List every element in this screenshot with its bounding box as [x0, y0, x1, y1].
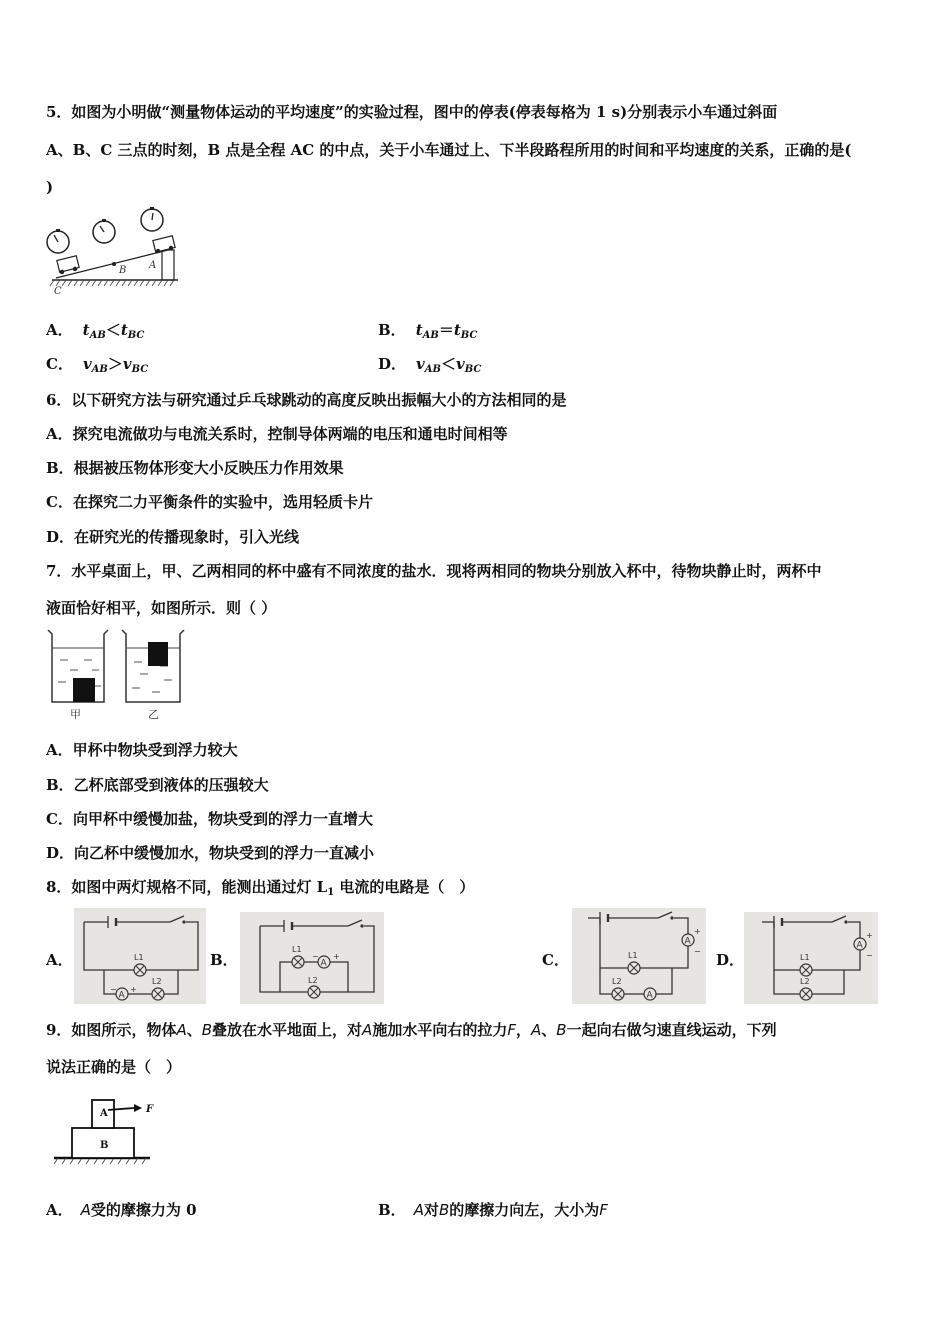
svg-text:−: − — [866, 951, 873, 960]
q9-stem-line2: 说法正确的是（ ） — [46, 1058, 182, 1076]
q8-circuit-c[interactable] — [572, 908, 706, 1004]
q9-option-b[interactable]: B． A对B的摩擦力向左，大小为F — [378, 1201, 608, 1219]
q7-option-c[interactable]: C．向甲杯中缓慢加盐，物块受到的浮力一直增大 — [46, 810, 373, 828]
q7-option-b[interactable]: B．乙杯底部受到液体的压强较大 — [46, 776, 269, 794]
q8-circuit-b[interactable] — [240, 912, 384, 1004]
q5-option-d[interactable]: D． $v_{AB}<v_{BC}$ — [378, 355, 482, 375]
svg-text:A: A — [118, 990, 125, 1001]
q9-option-a[interactable]: A． A受的摩擦力为 0 — [46, 1201, 197, 1219]
stopwatch-a-icon — [141, 207, 163, 231]
svg-text:A: A — [100, 1108, 108, 1119]
q8-option-d-label[interactable]: D． — [716, 951, 745, 969]
lamp-l1-icon — [134, 964, 146, 976]
car-bottom-icon — [57, 256, 79, 274]
svg-text:L1: L1 — [292, 945, 302, 954]
svg-text:L1: L1 — [628, 951, 638, 960]
q8-option-c-label[interactable]: C． — [542, 951, 569, 969]
q7-option-a[interactable]: A．甲杯中物块受到浮力较大 — [46, 741, 238, 759]
beaker-yi-icon — [122, 630, 184, 702]
svg-text:B: B — [100, 1140, 109, 1151]
svg-text:+: + — [866, 931, 873, 940]
q5-stem-line1: 5．如图为小明做“测量物体运动的平均速度”的实验过程，图中的停表(停表每格为 1 s)分别表示小车通过斜面 — [46, 103, 778, 121]
q6-option-c[interactable]: C．在探究二力平衡条件的实验中，选用轻质卡片 — [46, 493, 373, 511]
q5-incline-figure — [44, 204, 184, 296]
q7-stem-line1: 7．水平桌面上，甲、乙两相同的杯中盛有不同浓度的盐水．现将两相同的物块分别放入杯中，待物块静止时，两杯中 — [46, 562, 822, 580]
svg-text:L1: L1 — [800, 953, 810, 962]
svg-text:L1: L1 — [134, 953, 144, 962]
svg-text:−: − — [312, 952, 319, 961]
svg-text:L2: L2 — [612, 977, 622, 986]
svg-text:−: − — [694, 947, 701, 956]
svg-text:A: A — [320, 958, 327, 969]
force-arrow-icon — [134, 1104, 142, 1112]
svg-text:L2: L2 — [308, 976, 318, 985]
svg-text:A: A — [684, 936, 691, 947]
q8-circuit-d[interactable] — [744, 912, 878, 1004]
lamp-l2-icon — [152, 988, 164, 1000]
stopwatch-c-icon — [47, 229, 69, 253]
q5-stem-line3: ) — [46, 178, 54, 196]
q9-blocks-figure — [52, 1094, 164, 1168]
svg-text:A: A — [646, 990, 653, 1001]
q5-fig-label-c: C — [54, 286, 62, 296]
q9-stem-line1: 9．如图所示，物体A、B叠放在水平地面上，对A施加水平向右的拉力F，A、B一起向右做匀速直线运动，下列 — [46, 1021, 777, 1039]
ammeter-icon — [116, 988, 128, 1001]
q7-option-d[interactable]: D．向乙杯中缓慢加水，物块受到的浮力一直减小 — [46, 844, 375, 862]
q5-stem-line2: A、B、C 三点的时刻，B 点是全程 AC 的中点，关于小车通过上、下半段路程所用的时间和平均速度的关系，正确的是( — [46, 141, 852, 159]
q5-option-a[interactable]: A． $t_{AB}<t_{BC}$ — [46, 321, 145, 341]
q5-option-c[interactable]: C． $v_{AB}>v_{BC}$ — [46, 355, 149, 375]
svg-text:+: + — [694, 927, 701, 936]
q6-option-b[interactable]: B．根据被压物体形变大小反映压力作用效果 — [46, 459, 344, 477]
svg-text:−: − — [110, 985, 117, 994]
q5-option-b[interactable]: B． $t_{AB}=t_{BC}$ — [378, 321, 478, 341]
q8-circuit-a[interactable] — [74, 908, 206, 1004]
q7-beakers-figure — [44, 628, 194, 724]
q5-fig-label-a: A — [149, 260, 157, 271]
q6-stem: 6．以下研究方法与研究通过乒乓球跳动的高度反映出振幅大小的方法相同的是 — [46, 391, 567, 409]
q7-stem-line2: 液面恰好相平，如图所示．则（ ） — [46, 599, 277, 617]
svg-text:F: F — [146, 1104, 154, 1115]
q7-fig-label-jia: 甲 — [70, 708, 81, 721]
stopwatch-b-icon — [93, 219, 115, 243]
svg-text:+: + — [130, 985, 137, 994]
q7-fig-label-yi: 乙 — [148, 708, 159, 721]
q5-fig-label-b: B — [119, 265, 127, 276]
q6-option-a[interactable]: A．探究电流做功与电流关系时，控制导体两端的电压和通电时间相等 — [46, 425, 508, 443]
q8-stem: 8．如图中两灯规格不同，能测出通过灯 $L_1$ 电流的电路是（ ） — [46, 878, 475, 898]
q8-option-a-label[interactable]: A． — [46, 951, 73, 969]
q6-option-d[interactable]: D．在研究光的传播现象时，引入光线 — [46, 528, 300, 546]
svg-text:A: A — [856, 940, 863, 951]
svg-text:+: + — [333, 952, 340, 961]
svg-text:L2: L2 — [800, 977, 810, 986]
svg-text:L2: L2 — [152, 977, 162, 986]
beaker-jia-icon — [48, 630, 108, 702]
q8-option-b-label[interactable]: B． — [210, 951, 238, 969]
